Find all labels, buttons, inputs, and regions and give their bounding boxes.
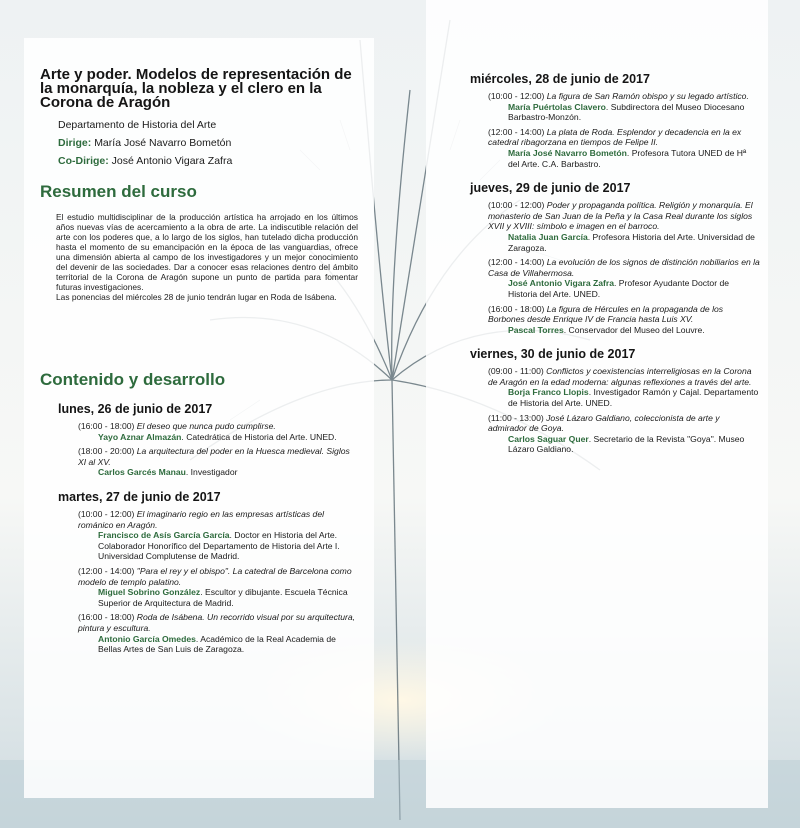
speaker-name: María José Navarro Bometón	[508, 147, 627, 158]
speaker-role: . Catedrática de Historia del Arte. UNED.	[181, 431, 337, 442]
department: Departamento de Historia del Arte	[58, 119, 217, 131]
speaker-role: . Escultor y dibujante. Escuela Técnica Superior de Arquitectura de Madrid.	[98, 587, 348, 608]
day-block	[58, 402, 358, 478]
session-topic: El deseo que nunca pudo cumplirse.	[136, 421, 276, 431]
speaker	[508, 325, 760, 336]
session-time: (09:00 - 11:00)	[488, 366, 544, 377]
speaker	[98, 587, 358, 608]
session-topic: Poder y propaganda política. Religión y monarquía. El monasterio de San Juan de la Peña y la Casa Real durante los siglos XVII y XVIII: símbolo e imagen en el barroco.	[488, 200, 753, 232]
session	[78, 421, 358, 432]
session-topic: La arquitectura del poder en la Huesca medieval. Siglos XI al XV.	[78, 446, 350, 467]
session-time: (10:00 - 12:00)	[488, 200, 545, 211]
speaker-role: . Académico de la Real Academia de Bellas Artes de San Luis de Zaragoza.	[98, 633, 336, 655]
session-time: (12:00 - 14:00)	[78, 565, 135, 576]
session-time: (11:00 - 13:00)	[488, 412, 544, 423]
speaker-name: Francisco de Asís García García	[98, 530, 230, 541]
session	[488, 413, 760, 434]
session	[488, 200, 760, 232]
session-time: (16:00 - 18:00)	[488, 303, 545, 314]
speaker-name: María Puértolas Clavero	[508, 101, 606, 112]
session	[78, 446, 358, 467]
summary-heading: Resumen del curso	[40, 182, 197, 201]
session-topic: El imaginario regio en las empresas artísticas del románico en Aragón.	[78, 508, 325, 530]
session-topic: Conflictos y coexistencias interreligiosas en la Corona de Aragón en la edad moderna: algunas reflexiones a través del arte.	[488, 366, 752, 387]
speaker-role: . Secretario de la Revista "Goya". Museo Lázaro Galdiano.	[508, 433, 745, 455]
session-time: (10:00 - 12:00)	[488, 91, 545, 101]
summary-text	[56, 212, 358, 302]
session-topic: Roda de Isábena. Un recorrido visual por su arquitectura, pintura y escultura.	[78, 612, 356, 633]
summary-paragraph: Las ponencias del miércoles 28 de junio tendrán lugar en Roda de Isábena.	[56, 292, 337, 302]
session-time: (16:00 - 18:00)	[78, 421, 135, 431]
session-time: (12:00 - 14:00)	[488, 257, 545, 268]
speaker	[98, 634, 358, 655]
speaker-role: . Profesora Historia del Arte. Universidad de Zaragoza.	[508, 231, 755, 253]
speaker	[508, 278, 760, 299]
speaker	[508, 434, 760, 455]
speaker-role: . Investigador Ramón y Cajal. Departamento de Historia del Arte. UNED.	[508, 387, 759, 409]
session-topic: José Lázaro Galdiano, coleccionista de arte y admirador de Goya.	[488, 412, 720, 434]
session-time: (18:00 - 20:00)	[78, 446, 135, 457]
speaker	[98, 432, 358, 443]
day-block	[58, 490, 358, 655]
session-time: (10:00 - 12:00)	[78, 508, 135, 519]
day-date: jueves, 29 de junio de 2017	[470, 181, 631, 196]
speaker	[508, 102, 760, 123]
speaker-role: . Investigador	[185, 467, 238, 478]
speaker-name: Pascal Torres	[508, 324, 564, 335]
day-date: miércoles, 28 de junio de 2017	[470, 72, 650, 86]
day-date: viernes, 30 de junio de 2017	[470, 347, 636, 362]
speaker	[508, 232, 760, 253]
speaker-name: Miguel Sobrino González	[98, 587, 201, 598]
session	[488, 257, 760, 278]
codirector-label: Co-Dirige:	[58, 155, 109, 167]
session	[78, 509, 358, 530]
speaker	[98, 467, 358, 478]
day-block	[470, 181, 760, 335]
speaker-name: Carlos Garcés Manau	[98, 467, 186, 478]
speaker-name: Antonio García Omedes	[98, 633, 196, 644]
director-label: Dirige:	[58, 137, 92, 149]
speaker-role: . Subdirectora del Museo Diocesano Barbastro-Monzón.	[508, 101, 745, 123]
speaker-name: Natalia Juan García	[508, 231, 588, 242]
day-date: martes, 27 de junio de 2017	[58, 489, 221, 504]
session-topic: La figura de San Ramón obispo y su legado artístico.	[546, 91, 749, 101]
session-topic: La figura de Hércules en la propaganda de los Borbones desde Enrique IV de Francia hasta Luis XV.	[488, 303, 724, 325]
session	[488, 91, 760, 102]
session-time: (12:00 - 14:00)	[488, 126, 545, 137]
session	[78, 566, 358, 587]
speaker	[508, 148, 760, 169]
course-title: Arte y poder. Modelos de representación de la monarquía, la nobleza y el clero en la Corona de Aragón	[40, 66, 352, 111]
course-meta	[58, 116, 358, 170]
day-block	[470, 347, 760, 455]
session	[488, 127, 760, 148]
speaker-role: . Profesor Ayudante Doctor de Historia del Arte. UNED.	[508, 278, 730, 299]
session	[488, 366, 760, 387]
session	[488, 304, 760, 325]
speaker-role: . Conservador del Museo del Louvre.	[563, 324, 705, 335]
speaker	[508, 387, 760, 408]
left-column	[40, 68, 358, 655]
speaker-name: José Antonio Vigara Zafra	[508, 278, 615, 289]
day-date: lunes, 26 de junio de 2017	[58, 402, 213, 416]
session	[78, 612, 358, 633]
summary-paragraph: El estudio multidisciplinar de la producción artística ha arrojado en los últimos años nuevas vías de acercamiento a la obra de arte. La indiscutible relación del arte con los poderes que, a lo largo de los siglos, han tutelado dicha producción hasta el momento de su emancipación en la época de las vanguardias, ofrece una dimensión abierta al campo de los investigadores y un mejor conocimiento del devenir de las sociedades. Dar a conocer esas relaciones dentro del ámbito territorial de la Corona de Aragón supone un punto de partida para fomentar futuras investigaciones.	[56, 212, 358, 292]
director-name: María José Navarro Bometón	[94, 137, 232, 149]
director-line	[58, 134, 358, 152]
speaker-name: Borja Franco Llopis	[508, 387, 589, 398]
session-time: (16:00 - 18:00)	[78, 612, 135, 623]
speaker-role: . Doctor en Historia del Arte. Colaborador Honorífico del Departamento de Historia del Arte I. Universidad Complutense de Madrid.	[98, 530, 340, 562]
codirector-name: José Antonio Vigara Zafra	[111, 155, 233, 167]
day-block	[470, 72, 760, 169]
session-topic: "Para el rey y el obispo". La catedral de Barcelona como modelo de templo palatino.	[78, 565, 352, 587]
speaker-name: Carlos Saguar Quer	[508, 433, 589, 444]
session-topic: La evolución de los signos de distinción nobiliarios en la Casa de Villahermosa.	[488, 257, 760, 278]
speaker-name: Yayo Aznar Almazán	[98, 431, 182, 442]
right-column	[470, 72, 760, 455]
content-heading: Contenido y desarrollo	[40, 370, 226, 389]
codirector-line	[58, 152, 358, 170]
speaker-role: . Profesora Tutora UNED de Hª del Arte. C.A. Barbastro.	[508, 147, 747, 169]
session-topic: La plata de Roda. Esplendor y decadencia en la ex catedral ribagorzana en tiempos de Felipe II.	[488, 126, 742, 148]
speaker	[98, 530, 358, 562]
